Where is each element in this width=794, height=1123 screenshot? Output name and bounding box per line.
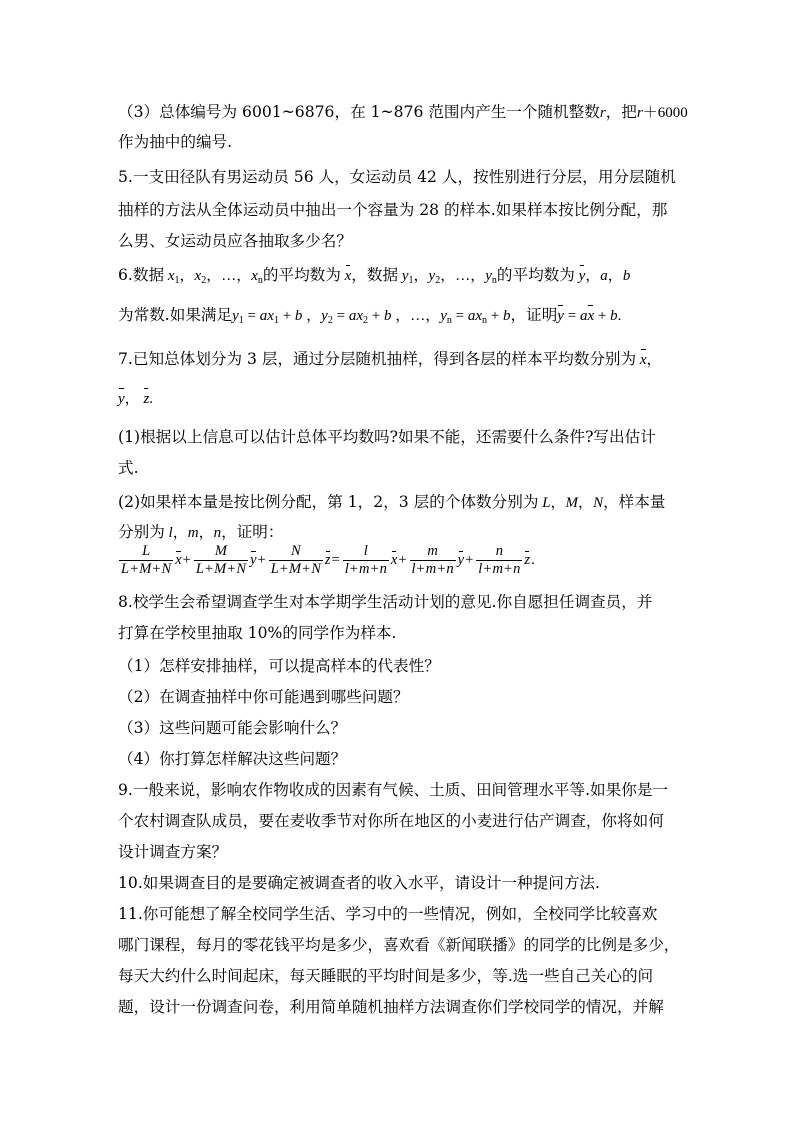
math-conclusion: y = ax + b. <box>557 308 622 324</box>
q11-line-3: 每天大约什么时间起床，每天睡眠的平均时间是多少，等.选一些自己关心的问 <box>118 967 654 985</box>
q8-item-4: （4）你打算怎样解决这些问题？ <box>118 750 347 768</box>
math-y-seq: $y_1$，$y_2$，…，$y_n$ <box>398 268 497 286</box>
text: （3）总体编号为 6001~6876，在 1~876 范围内产生一个随机整数 <box>118 103 600 121</box>
text: ，把 <box>605 103 637 121</box>
math-condition: $y_1 = ax_1 + b$ ，$y_2 = ax_2 + b$ ，…，$y_n = ax_n + b$ <box>232 308 511 326</box>
fraction: $\frac{l}{l+m+n}$ <box>344 543 387 577</box>
q5-line-2: 抽样的方法从全体运动员中抽出一个容量为 28 的样本.如果样本按比例分配，那 <box>118 201 668 219</box>
q7-proof-formula: $\frac{L}{L+M+N}$ x+ $\frac{M}{L+M+N}$ y+ $\frac{N}{L+M+N}$ z= $\frac{l}{l+m+n}$ x+ $\frac{m}{l+m+n}$ y+ $\frac{n}{l+m+n}$ z. <box>121 543 535 577</box>
text: (2)如果样本量是按比例分配，第 1，2，3 层的个体数分别为 <box>118 493 539 511</box>
fraction: $\frac{n}{l+m+n}$ <box>478 543 521 577</box>
math-lmn: l，m，n <box>164 525 222 541</box>
fraction: $\frac{M}{L+M+N}$ <box>195 543 247 577</box>
math-ybar-zbar: y， z. <box>118 391 154 407</box>
q5-line-3: 么男、女运动员应各抽取多少名？ <box>118 232 352 250</box>
q7-sub2-line-1 <box>118 492 665 513</box>
q8-item-2: （2）在调查抽样中你可能遇到哪些问题？ <box>118 688 409 706</box>
q7-line-1 <box>118 349 662 370</box>
q7-sub1-line-1: (1)根据以上信息可以估计总体平均数吗?如果不能，还需要什么条件?写出估计 <box>118 428 656 446</box>
q7-sub1-line-2: 式. <box>118 459 139 477</box>
text: ，证明 <box>510 306 558 324</box>
fraction: $\frac{m}{l+m+n}$ <box>411 543 454 577</box>
q9-line-2: 个农村调查队成员，要在麦收季节对你所在地区的小麦进行估产调查，你将如何 <box>118 812 664 830</box>
math-xbar: x <box>344 268 352 284</box>
q9-line-3: 设计调查方案？ <box>118 843 228 861</box>
text: 的平均数为 <box>496 266 575 284</box>
q8-line-2: 打算在学校里抽取 10%的同学作为样本. <box>118 624 397 642</box>
q11-line-4: 题，设计一份调查问卷，利用简单随机抽样方法调查你们学校同学的情况，并解 <box>118 998 664 1016</box>
math-x-seq: $x_1$，$x_2$，…，$x_n$ <box>164 268 263 286</box>
q8-item-1: （1）怎样安排抽样，可以提高样本的代表性？ <box>118 657 440 675</box>
math-r-plus-6000: r＋6000 <box>636 105 688 121</box>
fraction: $\frac{L}{L+M+N}$ <box>121 543 172 577</box>
text: 的平均数为 <box>262 266 341 284</box>
text: 分别为 <box>118 523 165 541</box>
q6-line-2 <box>118 305 621 331</box>
q5-line-1: 5.一支田径队有男运动员 56 人，女运动员 42 人，按性别进行分层，用分层随机 <box>118 168 676 186</box>
q7-line-2 <box>118 388 153 409</box>
text: ，数据 <box>351 266 399 284</box>
math-LMN: L，M，N <box>538 495 604 511</box>
text: 7.已知总体划分为 3 层，通过分层随机抽样，得到各层的样本平均数分别为 <box>118 350 637 368</box>
text: ，样本量 <box>603 493 666 511</box>
q11-line-2: 哪门课程，每月的零花钱平均是多少，喜欢看《新闻联播》的同学的比例是多少， <box>118 936 680 954</box>
q7-sub2-line-2 <box>118 522 283 543</box>
text: 为常数.如果满足 <box>118 306 233 324</box>
item-3-line-1 <box>118 102 688 123</box>
text: ，证明： <box>221 523 284 541</box>
q6-line-1 <box>118 265 630 291</box>
q11-line-1: 11.你可能想了解全校同学生活、学习中的一些情况，例如，全校同学比较喜欢 <box>118 905 658 923</box>
text: 6.数据 <box>118 266 165 284</box>
fraction: $\frac{N}{L+M+N}$ <box>270 543 321 577</box>
q8-item-3: （3）这些问题可能会影响什么？ <box>118 719 347 737</box>
q10-line-1: 10.如果调查目的是要确定被调查者的收入水平，请设计一种提问方法. <box>118 874 600 892</box>
math-xbar: x， <box>639 352 662 368</box>
math-r: r <box>599 105 606 121</box>
q8-line-1: 8.校学生会希望调查学生对本学期学生活动计划的意见.你自愿担任调查员，并 <box>118 593 653 611</box>
q9-line-1: 9.一般来说，影响农作物收成的因素有气候、土质、田间管理水平等.如果你是一 <box>118 781 669 799</box>
math-ybar-a-b: y，a，b <box>578 268 631 284</box>
item-3-line-2: 作为抽中的编号. <box>118 133 233 151</box>
